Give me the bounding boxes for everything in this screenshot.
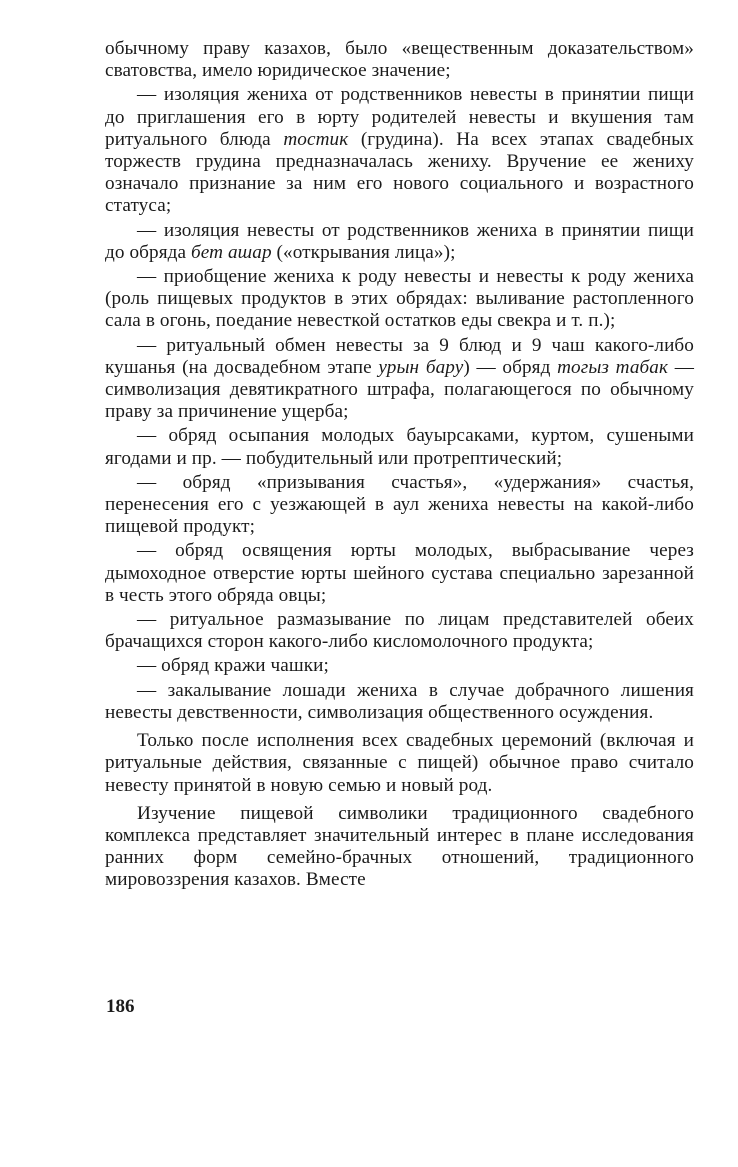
paragraph-13: Изучение пищевой символики традиционного свадебного комплекса представляет значительный интерес в плане исследования ранних форм семейно-брачных отношений, традиционного мировоззрения казахов. Вместе <box>105 802 694 891</box>
paragraph-5-tail: ) — обряд <box>463 356 558 378</box>
paragraph-2 <box>105 84 694 217</box>
page-body <box>105 38 694 892</box>
paragraph-8: — обряд освящения юрты молодых, выбрасывание через дымоходное отверстие юрты шейного сустава специально зарезанной в честь этого обряда овцы; <box>105 540 694 606</box>
paragraph-10: — обряд кражи чашки; <box>137 655 329 677</box>
paragraph-5-tail-2: — символизация девятикратного штрафа, полагающегося по обычному праву за причинение ущерба; <box>105 356 694 423</box>
term-uryn-baru: урын бару <box>378 356 464 378</box>
paragraph-3 <box>105 220 694 264</box>
paragraph-5-text: — ритуальный обмен невесты за 9 блюд и 9 чаш какого-либо кушанья (на досвадебном этапе <box>105 334 694 378</box>
paragraph-3-text: — изоляция невесты от родственников жениха в принятии пищи до обряда <box>105 219 694 263</box>
paragraph-5 <box>105 335 694 424</box>
paragraph-7: — обряд «призывания счастья», «удержания» счастья, перенесения его с уезжающей в аул жениха невесты на какой-либо пищевой продукт; <box>105 471 694 538</box>
paragraph-3-tail: («открывания лица»); <box>271 241 456 263</box>
term-togyz-tabak: тогыз табак <box>557 356 669 378</box>
paragraph-1: обычному праву казахов, было «вещественным доказательством» сватовства, имело юридическое значение; <box>105 38 694 82</box>
paragraph-11: — закалывание лошади жениха в случае добрачного лишения невесты девственности, символизация общественного осуждения. <box>105 679 694 723</box>
paragraph-9: — ритуальное размазывание по лицам представителей обеих брачащихся сторон какого-либо кисломолочного продукта; <box>105 609 694 653</box>
paragraph-2-tail: (грудина). На всех этапах свадебных торжеств грудина предназначалась жениху. Вручение ее жениху означало признание за ним его нового социального и возрастного статуса; <box>105 128 694 217</box>
page-number: 186 <box>106 996 135 1017</box>
paragraph-12: Только после исполнения всех свадебных церемоний (включая и ритуальные действия, связанные с пищей) обычное право считало невесту принятой в новую семью и новый род. <box>105 730 694 796</box>
paragraph-2-text: — изоляция жениха от родственников невесты в принятии пищи до приглашения его в юрту родителей невесты и вкушения там ритуального блюда <box>105 84 694 150</box>
paragraph-6: — обряд осыпания молодых бауырсаками, куртом, сушеными ягодами и пр. — побудительный или протрептический; <box>105 425 694 469</box>
term-bet-ashar: бет ашар <box>191 241 272 263</box>
term-tostik: тостик <box>283 128 349 150</box>
paragraph-4: — приобщение жениха к роду невесты и невесты к роду жениха (роль пищевых продуктов в этих обрядах: выливание растопленного сала в огонь, поедание невесткой остатков еды свекра и т. п.); <box>105 266 694 332</box>
